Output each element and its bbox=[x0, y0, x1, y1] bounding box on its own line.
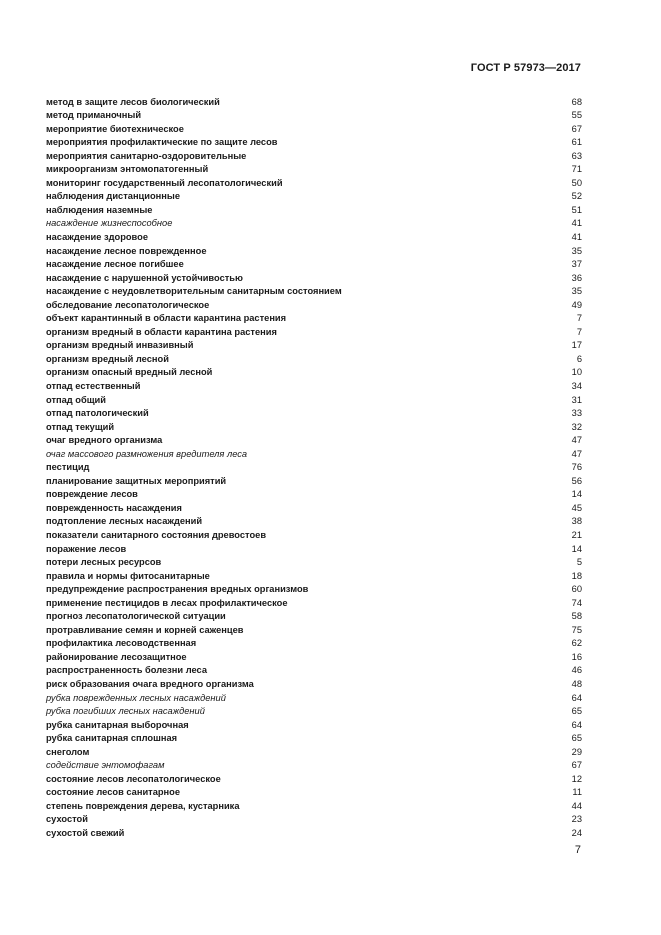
index-entry bbox=[46, 813, 582, 827]
index-term: организм вредный в области карантина растения bbox=[46, 326, 277, 337]
index-page-ref: 45 bbox=[571, 502, 582, 513]
index-page-ref: 55 bbox=[571, 110, 582, 121]
index-entry bbox=[46, 800, 582, 814]
index-entry bbox=[46, 177, 582, 191]
index-page-ref: 49 bbox=[571, 299, 582, 310]
index-term: обследование лесопатологическое bbox=[46, 299, 210, 310]
document-id-header: ГОСТ Р 57973—2017 bbox=[470, 62, 581, 74]
index-term: очаг массового размножения вредителя леса bbox=[46, 448, 248, 459]
index-term: повреждение лесов bbox=[46, 489, 138, 500]
index-term: профилактика лесоводственная bbox=[46, 638, 197, 649]
index-entry bbox=[46, 326, 582, 340]
index-term: организм опасный вредный лесной bbox=[46, 367, 213, 378]
index-page-ref: 17 bbox=[571, 340, 582, 351]
term-index-list bbox=[46, 96, 582, 841]
index-page-ref: 23 bbox=[571, 814, 582, 825]
index-entry bbox=[46, 746, 582, 760]
index-entry bbox=[46, 258, 582, 272]
index-term: распространенность болезни леса bbox=[46, 665, 208, 676]
index-page-ref: 63 bbox=[571, 150, 582, 161]
index-entry bbox=[46, 380, 582, 394]
index-entry bbox=[46, 597, 582, 611]
index-term: насаждение с нарушенной устойчивостью bbox=[46, 272, 243, 283]
index-entry bbox=[46, 759, 582, 773]
index-term: мероприятие биотехническое bbox=[46, 123, 184, 134]
index-page-ref: 14 bbox=[571, 489, 582, 500]
index-term: насаждение лесное погибшее bbox=[46, 259, 184, 270]
index-page-ref: 48 bbox=[571, 679, 582, 690]
index-term: отпад общий bbox=[46, 394, 106, 405]
index-entry bbox=[46, 312, 582, 326]
index-page-ref: 21 bbox=[571, 530, 582, 540]
index-entry bbox=[46, 651, 582, 665]
index-entry bbox=[46, 434, 582, 448]
index-entry bbox=[46, 786, 582, 800]
index-term: рубка санитарная сплошная bbox=[46, 733, 178, 744]
index-entry bbox=[46, 421, 582, 435]
index-term: отпад текущий bbox=[46, 421, 115, 432]
index-term: потери лесных ресурсов bbox=[46, 557, 162, 568]
index-term: предупреждение распространения вредных организмов bbox=[46, 584, 309, 595]
index-term: протравливание семян и корней саженцев bbox=[46, 624, 244, 635]
index-term: отпад патологический bbox=[46, 408, 149, 419]
index-term: рубка погибших лесных насаждений bbox=[46, 706, 205, 717]
index-entry bbox=[46, 556, 582, 570]
index-page-ref: 67 bbox=[571, 760, 582, 771]
index-term: насаждение здоровое bbox=[46, 231, 148, 242]
index-page-ref: 33 bbox=[571, 408, 582, 419]
index-entry bbox=[46, 109, 582, 123]
index-term: насаждение жизнеспособное bbox=[46, 218, 173, 229]
index-page-ref: 74 bbox=[571, 597, 582, 608]
index-page-ref: 32 bbox=[571, 421, 582, 432]
index-term: отпад естественный bbox=[46, 380, 141, 391]
page-number: 7 bbox=[574, 844, 581, 856]
index-entry bbox=[46, 461, 582, 475]
index-page-ref: 38 bbox=[571, 516, 582, 527]
index-entry bbox=[46, 366, 582, 380]
index-page-ref: 60 bbox=[571, 584, 582, 595]
index-entry bbox=[46, 150, 582, 164]
index-page-ref: 14 bbox=[571, 543, 582, 554]
index-page-ref: 64 bbox=[571, 692, 582, 703]
index-entry bbox=[46, 407, 582, 421]
index-entry bbox=[46, 515, 582, 529]
index-entry bbox=[46, 543, 582, 557]
index-page-ref: 5 bbox=[576, 557, 582, 568]
index-entry bbox=[46, 732, 582, 746]
index-term: риск образования очага вредного организма bbox=[46, 679, 254, 690]
index-term: состояние лесов санитарное bbox=[46, 787, 181, 798]
index-entry bbox=[46, 610, 582, 624]
index-term: состояние лесов лесопатологическое bbox=[46, 773, 221, 784]
index-page-ref: 47 bbox=[571, 435, 582, 446]
index-term: прогноз лесопатологической ситуации bbox=[46, 611, 226, 622]
index-term: мероприятия санитарно-оздоровительные bbox=[46, 150, 247, 161]
index-term: сухостой свежий bbox=[46, 828, 125, 839]
index-page-ref: 37 bbox=[571, 259, 582, 270]
index-page-ref: 29 bbox=[571, 746, 582, 757]
index-page-ref: 12 bbox=[571, 773, 582, 784]
index-entry bbox=[46, 664, 582, 678]
index-term: организм вредный лесной bbox=[46, 353, 169, 364]
index-term: метод приманочный bbox=[46, 110, 142, 121]
index-page-ref: 62 bbox=[571, 638, 582, 649]
index-entry bbox=[46, 299, 582, 313]
index-term: наблюдения дистанционные bbox=[46, 191, 181, 202]
index-entry bbox=[46, 285, 582, 299]
index-term: очаг вредного организма bbox=[46, 435, 163, 446]
index-page-ref: 34 bbox=[571, 380, 582, 391]
index-term: содействие энтомофагам bbox=[46, 760, 165, 771]
index-term: снеголом bbox=[46, 746, 90, 757]
index-page-ref: 18 bbox=[571, 570, 582, 581]
index-page-ref: 67 bbox=[571, 123, 582, 134]
index-page-ref: 75 bbox=[571, 624, 582, 635]
index-term: метод в защите лесов биологический bbox=[46, 96, 220, 107]
index-term: подтопление лесных насаждений bbox=[46, 516, 203, 527]
index-term: микроорганизм энтомопатогенный bbox=[46, 164, 209, 175]
index-term: насаждение с неудовлетворительным санитарным состоянием bbox=[46, 286, 342, 297]
index-entry bbox=[46, 488, 582, 502]
index-term: показатели санитарного состояния древостоев bbox=[46, 530, 267, 540]
index-entry bbox=[46, 637, 582, 651]
index-entry bbox=[46, 448, 582, 462]
index-entry bbox=[46, 678, 582, 692]
index-term: поврежденность насаждения bbox=[46, 502, 182, 513]
index-entry bbox=[46, 529, 582, 543]
index-term: поражение лесов bbox=[46, 543, 127, 554]
index-entry bbox=[46, 204, 582, 218]
index-term: объект карантинный в области карантина растения bbox=[46, 313, 287, 324]
index-entry bbox=[46, 705, 582, 719]
index-entry bbox=[46, 583, 582, 597]
index-page-ref: 7 bbox=[576, 313, 582, 324]
index-page-ref: 36 bbox=[571, 272, 582, 283]
index-term: наблюдения наземные bbox=[46, 204, 153, 215]
index-term: планирование защитных мероприятий bbox=[46, 475, 227, 486]
index-page-ref: 71 bbox=[571, 164, 582, 175]
index-term: районирование лесозащитное bbox=[46, 651, 187, 662]
index-page-ref: 11 bbox=[572, 787, 582, 798]
index-page-ref: 61 bbox=[571, 137, 582, 148]
index-entry bbox=[46, 217, 582, 231]
index-term: организм вредный инвазивный bbox=[46, 340, 194, 351]
index-page-ref: 10 bbox=[571, 367, 582, 378]
index-page-ref: 65 bbox=[571, 733, 582, 744]
index-page-ref: 44 bbox=[571, 800, 582, 811]
index-term: мероприятия профилактические по защите лесов bbox=[46, 137, 278, 148]
index-entry bbox=[46, 394, 582, 408]
index-entry bbox=[46, 272, 582, 286]
index-entry bbox=[46, 475, 582, 489]
index-term: сухостой bbox=[46, 814, 88, 825]
index-term: рубка поврежденных лесных насаждений bbox=[46, 692, 226, 703]
index-entry bbox=[46, 353, 582, 367]
index-page-ref: 16 bbox=[571, 651, 582, 662]
index-page-ref: 64 bbox=[571, 719, 582, 730]
index-entry bbox=[46, 719, 582, 733]
index-page-ref: 50 bbox=[571, 177, 582, 188]
index-page-ref: 6 bbox=[576, 353, 582, 364]
index-page-ref: 56 bbox=[571, 475, 582, 486]
index-entry bbox=[46, 502, 582, 516]
index-entry bbox=[46, 190, 582, 204]
index-term: пестицид bbox=[46, 462, 90, 473]
index-page-ref: 24 bbox=[571, 828, 582, 839]
index-entry bbox=[46, 245, 582, 259]
index-term: степень повреждения дерева, кустарника bbox=[46, 800, 240, 811]
index-entry bbox=[46, 570, 582, 584]
index-entry bbox=[46, 123, 582, 137]
index-entry bbox=[46, 692, 582, 706]
index-term: рубка санитарная выборочная bbox=[46, 719, 189, 730]
index-page-ref: 76 bbox=[571, 462, 582, 473]
index-page-ref: 58 bbox=[571, 611, 582, 622]
index-entry bbox=[46, 136, 582, 150]
index-page-ref: 52 bbox=[571, 191, 582, 202]
index-page-ref: 46 bbox=[571, 665, 582, 676]
index-page-ref: 51 bbox=[571, 204, 582, 215]
index-entry bbox=[46, 339, 582, 353]
index-page-ref: 47 bbox=[571, 448, 582, 459]
index-page-ref: 41 bbox=[571, 218, 582, 229]
index-entry bbox=[46, 163, 582, 177]
index-entry bbox=[46, 773, 582, 787]
index-page-ref: 31 bbox=[571, 394, 582, 405]
index-entry bbox=[46, 96, 582, 110]
index-page-ref: 35 bbox=[571, 286, 582, 297]
index-term: насаждение лесное поврежденное bbox=[46, 245, 207, 256]
index-entry bbox=[46, 231, 582, 245]
index-term: применение пестицидов в лесах профилактическое bbox=[46, 597, 288, 608]
index-page-ref: 68 bbox=[571, 96, 582, 107]
index-page-ref: 35 bbox=[571, 245, 582, 256]
index-term: правила и нормы фитосанитарные bbox=[46, 570, 210, 581]
index-page-ref: 41 bbox=[571, 231, 582, 242]
index-page-ref: 65 bbox=[571, 706, 582, 717]
index-entry bbox=[46, 624, 582, 638]
index-entry bbox=[46, 827, 582, 841]
index-page-ref: 7 bbox=[576, 326, 582, 337]
index-term: мониторинг государственный лесопатологический bbox=[46, 177, 283, 188]
